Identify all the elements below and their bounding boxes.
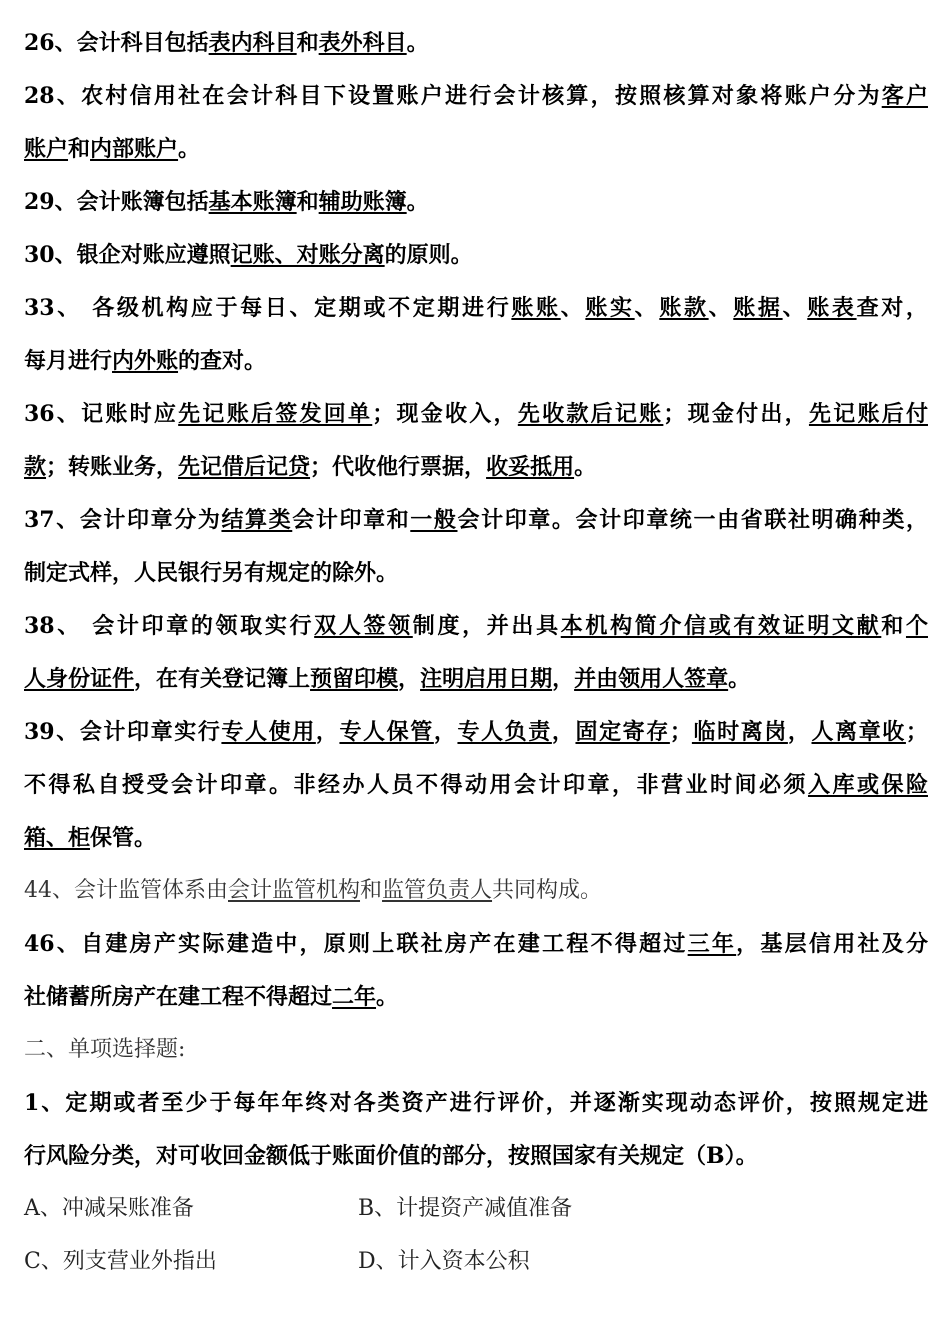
item-38-line2 bbox=[24, 664, 928, 694]
text-segment: 和 bbox=[360, 878, 383, 903]
answer-blank: 人身份证件 bbox=[24, 666, 135, 692]
answer-blank: 款 bbox=[24, 454, 47, 480]
text-segment: 30、银企对账应遵照 bbox=[24, 242, 231, 268]
text-segment: ， bbox=[315, 719, 340, 745]
text-segment: 的查对。 bbox=[178, 348, 267, 374]
text-segment: ；转账业务， bbox=[46, 454, 179, 480]
text-segment: 26、会计科目包括 bbox=[24, 30, 209, 56]
text-segment: 29、会计账簿包括 bbox=[24, 189, 209, 215]
item-37-line1 bbox=[24, 505, 928, 535]
answer-blank: 人离章收 bbox=[811, 719, 906, 745]
answer-blank: 三年 bbox=[687, 931, 737, 957]
text-segment: ；现金付出， bbox=[663, 401, 809, 427]
answer-blank: 结算类 bbox=[221, 507, 293, 533]
text-segment: 不得私自授受会计印章。非经办人员不得动用会计印章，非营业时间必须 bbox=[24, 772, 808, 798]
answer-blank: 客户 bbox=[881, 83, 928, 109]
text-segment: 。 bbox=[728, 666, 751, 692]
answer-blank: 账款 bbox=[659, 295, 709, 321]
item-30 bbox=[24, 240, 928, 270]
text-segment: 。 bbox=[178, 136, 201, 162]
text-segment: 37、会计印章分为 bbox=[24, 507, 222, 533]
item-28-line2 bbox=[24, 134, 928, 164]
option-a: A、冲减呆账准备 bbox=[24, 1196, 194, 1221]
item-44 bbox=[24, 876, 928, 906]
answer-blank: 先记账后付 bbox=[808, 401, 928, 427]
item-26 bbox=[24, 28, 928, 58]
text-segment: 每月进行 bbox=[24, 348, 113, 374]
text-segment: ；代收他行票据， bbox=[310, 454, 487, 480]
answer-blank: 预留印模 bbox=[310, 666, 399, 692]
answer-blank: 监管负责人 bbox=[382, 878, 493, 903]
text-segment: 44、会计监管体系由 bbox=[24, 878, 228, 903]
text-segment: 行风险分类，对可收回金额低于账面价值的部分，按照国家有关规定（B）。 bbox=[24, 1143, 758, 1169]
text-segment: 保管。 bbox=[90, 825, 157, 851]
item-38-line1 bbox=[24, 611, 928, 641]
text-segment: 1、定期或者至少于每年年终对各类资产进行评价，并逐渐实现动态评价，按照规定进 bbox=[24, 1090, 928, 1116]
answer-blank: 个 bbox=[905, 613, 928, 639]
answer-blank: 双人签领 bbox=[314, 613, 413, 639]
text-segment: 制定式样，人民银行另有规定的除外。 bbox=[24, 560, 399, 586]
item-37-line2 bbox=[24, 558, 928, 588]
answer-blank: 表内科目 bbox=[208, 30, 297, 56]
text-segment: ； bbox=[669, 719, 692, 745]
item-46-line2 bbox=[24, 982, 928, 1012]
text-segment: 、 bbox=[634, 295, 660, 321]
text-segment: 38、 会计印章的领取实行 bbox=[24, 613, 315, 639]
text-segment: ； bbox=[905, 719, 928, 745]
item-39-line1 bbox=[24, 717, 928, 747]
answer-blank: 先记账后签发回单 bbox=[178, 401, 373, 427]
answer-blank: 账实 bbox=[585, 295, 635, 321]
text-segment: ，在有关登记簿上 bbox=[134, 666, 311, 692]
text-segment: 。 bbox=[406, 189, 429, 215]
text-segment: 28、农村信用社在会计科目下设置账户进行会计核算，按照核算对象将账户分为 bbox=[24, 83, 882, 109]
text-segment: 46、自建房产实际建造中，原则上联社房产在建工程不得超过 bbox=[24, 931, 688, 957]
text-segment: 。 bbox=[574, 454, 597, 480]
text-segment: 和 bbox=[881, 613, 906, 639]
answer-blank: 内外账 bbox=[112, 348, 179, 374]
answer-blank: 先记借后记贷 bbox=[178, 454, 311, 480]
item-39-line2 bbox=[24, 770, 928, 800]
text-segment: 社储蓄所房产在建工程不得超过 bbox=[24, 984, 333, 1010]
item-33-line2 bbox=[24, 346, 928, 376]
answer-blank: 二年 bbox=[332, 984, 377, 1010]
text-segment: 会计印章和 bbox=[292, 507, 411, 533]
answer-blank: 记账、对账分离 bbox=[230, 242, 385, 268]
answer-blank: 专人保管 bbox=[339, 719, 434, 745]
answer-blank: 固定寄存 bbox=[575, 719, 670, 745]
answer-blank: 账表 bbox=[807, 295, 857, 321]
text-segment: 二、单项选择题: bbox=[24, 1037, 186, 1062]
text-segment: 36、记账时应 bbox=[24, 401, 179, 427]
text-segment: 、 bbox=[782, 295, 808, 321]
answer-blank: 箱、柜 bbox=[24, 825, 91, 851]
text-segment: 。 bbox=[406, 30, 429, 56]
option-b: B、计提资产减值准备 bbox=[358, 1196, 573, 1221]
text-segment: ， bbox=[787, 719, 812, 745]
item-39-line3 bbox=[24, 823, 928, 853]
text-segment: 会计印章。会计印章统一由省联社明确种类， bbox=[457, 507, 928, 533]
item-28-line1 bbox=[24, 81, 928, 111]
text-segment: 制度，并出具 bbox=[412, 613, 561, 639]
text-segment: 和 bbox=[68, 136, 91, 162]
answer-blank: 收妥抵用 bbox=[486, 454, 575, 480]
answer-blank: 临时离岗 bbox=[691, 719, 788, 745]
text-segment: 33、 各级机构应于每日、定期或不定期进行 bbox=[24, 295, 512, 321]
option-d: D、计入资本公积 bbox=[358, 1249, 530, 1274]
text-segment: 39、会计印章实行 bbox=[24, 719, 222, 745]
answer-blank: 表外科目 bbox=[318, 30, 407, 56]
answer-blank: 入库或保险 bbox=[807, 772, 928, 798]
text-segment: 的原则。 bbox=[384, 242, 473, 268]
text-segment: ， bbox=[433, 719, 458, 745]
answer-blank: 专人负责 bbox=[457, 719, 552, 745]
item-36-line1 bbox=[24, 399, 928, 429]
answer-blank: 基本账簿 bbox=[208, 189, 297, 215]
answer-blank: 并由领用人签章 bbox=[574, 666, 729, 692]
text-segment: ， bbox=[551, 719, 576, 745]
answer-blank: 账户 bbox=[24, 136, 69, 162]
text-segment: 。 bbox=[376, 984, 399, 1010]
section-heading-single-choice bbox=[24, 1035, 928, 1065]
text-segment: ， bbox=[552, 666, 575, 692]
answer-blank: 一般 bbox=[410, 507, 458, 533]
answer-blank: 辅助账簿 bbox=[318, 189, 407, 215]
text-segment: 共同构成。 bbox=[492, 878, 603, 903]
text-segment: 、 bbox=[560, 295, 586, 321]
answer-blank: 账据 bbox=[733, 295, 783, 321]
answer-blank: 账账 bbox=[511, 295, 561, 321]
text-segment: 、 bbox=[708, 295, 734, 321]
answer-blank: 专人使用 bbox=[221, 719, 316, 745]
text-segment: 查对， bbox=[856, 295, 928, 321]
item-36-line2 bbox=[24, 452, 928, 482]
item-29 bbox=[24, 187, 928, 217]
answer-blank: 内部账户 bbox=[90, 136, 179, 162]
text-segment: 和 bbox=[296, 30, 319, 56]
item-33-line1 bbox=[24, 293, 928, 323]
answer-blank: 本机构简介信或有效证明文献 bbox=[560, 613, 882, 639]
question-1-line1 bbox=[24, 1088, 928, 1118]
text-segment: ，基层信用社及分 bbox=[736, 931, 928, 957]
option-c: C、列支营业外指出 bbox=[24, 1249, 217, 1274]
text-segment: 和 bbox=[296, 189, 319, 215]
question-1-line2 bbox=[24, 1141, 928, 1171]
answer-blank: 注明启用日期 bbox=[420, 666, 553, 692]
answer-blank: 会计监管机构 bbox=[228, 878, 361, 903]
item-46-line1 bbox=[24, 929, 928, 959]
answer-blank: 先收款后记账 bbox=[517, 401, 664, 427]
text-segment: ， bbox=[398, 666, 421, 692]
text-segment: ；现金收入， bbox=[372, 401, 518, 427]
